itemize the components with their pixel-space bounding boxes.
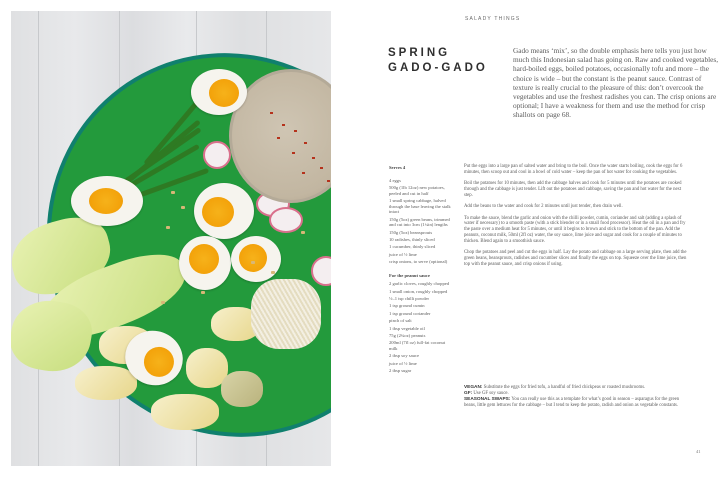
recipe-photo (11, 11, 331, 466)
ingredient: crisp onions, to serve (optional) (389, 259, 448, 265)
radish-slice (269, 207, 303, 233)
recipe-notes (464, 385, 690, 409)
serves: Serves 4 (389, 165, 406, 170)
potato (221, 371, 263, 407)
ingredient: 10 radishes, thinly sliced (389, 236, 435, 242)
note-text: Substitute the eggs for fried tofu, a handful of fried chickpeas or roasted mushrooms. (482, 385, 646, 390)
method-step: Put the eggs into a large pan of salted water and bring to the boil. Once the water starts boiling, cook the eggs for 6 minutes, then scoop out and cool in a bowl of cold water – keep the pan of hot water for cooking the vegetables. (464, 164, 683, 175)
note-label: GF: (464, 391, 473, 397)
recipe-intro: Gado means ‘mix’, so the double emphasis here tells you just how much this Indonesian salad has going on. Raw and cooked vegetables, hard-boiled eggs, boiled potatoes, occasionally tofu and more – the choice is wide – but the constant is the peanut sauce. Contrast of texture is really crucial to the pleasure of this: don’t overcook the vegetables and use the freshest radishes you can. The crisp onions are optional; I have a weakness for them and use the method for crisp shallots on page 68. (513, 46, 719, 120)
sauce-ingredient: 1 tsp ground coriander (389, 310, 431, 316)
boiled-egg-half (71, 176, 143, 226)
ingredient: 150g (5oz) beansprouts (389, 229, 433, 235)
ingredient: 1 small spring cabbage, halved through the base leaving the stalk intact (389, 197, 451, 215)
method-step: Chop the potatoes and peel and cut the eggs in half. Lay the potato and cabbage on a large serving plate, then add the green beans, beansprouts, radishes and cucumber slices and finally the eggs on top. Squeeze over the lime juice, then top with the peanut sauce, and crisp onions if using. (464, 250, 687, 267)
note-text: You can really use this as a template for what’s good in season – asparagus for the green beans, little gem lettuces for the cabbage – but I tend to keep the potato, radish and onion as vegetable constants. (464, 397, 680, 409)
ingredient: 4 eggs (389, 177, 401, 183)
boiled-egg-half (231, 236, 281, 282)
method-step: Add the beans to the water and cook for 2 minutes until just tender, then drain well. (464, 204, 623, 210)
sauce-ingredient: 2 garlic cloves, roughly chopped (389, 281, 450, 287)
sauce-ingredient: 200ml (7fl oz) full-fat coconut milk (389, 340, 446, 351)
sauce-ingredient: 75g (2¾oz) peanuts (389, 333, 426, 339)
note-label: VEGAN: (464, 385, 483, 390)
boiled-egg-half (194, 183, 254, 239)
sauce-ingredient: 2 tbsp soy sauce (389, 353, 419, 359)
beansprouts (251, 279, 321, 349)
recipe-title-line1: SPRING (388, 47, 451, 59)
method-step: Boil the potatoes for 10 minutes, then add the cabbage halves and cook for 5 minutes until the potatoes are cooked through and the cabbage is just tender. Lift out the potatoes and cabbage, saving the pan and hot water for the next step. (464, 181, 682, 198)
boiled-egg-half (179, 236, 231, 290)
sauce-ingredient: ½–1 tsp chilli powder (389, 296, 430, 302)
ingredient: juice of ½ lime (389, 251, 417, 257)
ingredient: 150g (5oz) green beans, trimmed and cut into 3cm (1¼in) lengths (389, 216, 450, 228)
note-seasonal-swaps (464, 397, 690, 409)
page-number: 41 (696, 449, 701, 454)
recipe-title-line2: GADO-GADO (388, 62, 488, 74)
sauce-ingredient: 1 small onion, roughly chopped (389, 288, 448, 294)
recipe-title (388, 46, 488, 76)
sauce-ingredient: 1 tsp ground cumin (389, 303, 425, 309)
method (464, 164, 690, 273)
ingredient: 1 cucumber, thinly sliced (389, 244, 436, 250)
note-label: SEASONAL SWAPS: (464, 397, 511, 403)
ingredients-list (389, 165, 451, 376)
note-text: Use GF soy sauce. (472, 391, 509, 397)
method-step: To make the sauce, blend the garlic and onion with the chilli powder, cumin, coriander and salt (adding a splash of water if necessary) to a smooth paste (with a stick blender or in a small food processor). Heat the oil in a pan and fry the paste over a medium heat for 5 minutes, or until it begins to brown and stick to the bottom of the pan. Add the peanuts, coconut milk, 50ml (2fl oz) water, the soy sauce, lime juice and sugar and cook for a couple of minutes to thicken. Blend again to a smoothish sauce. (464, 215, 686, 244)
running-head: SALADY THINGS (465, 16, 521, 22)
sauce-ingredient: 1 tbsp vegetable oil (389, 325, 425, 331)
sauce-ingredient: pinch of salt (389, 318, 412, 324)
boiled-egg-half (191, 69, 247, 115)
sauce-ingredient: 2 tbsp sugar (389, 368, 412, 374)
potato (151, 394, 219, 430)
ingredient: 500g (1lb 12oz) new potatoes, peeled and cut in half (389, 184, 445, 196)
sauce-heading: For the peanut sauce (389, 272, 430, 278)
potato (75, 366, 137, 400)
sauce-ingredient: juice of ½ lime (389, 360, 417, 366)
radish-slice (203, 141, 231, 169)
